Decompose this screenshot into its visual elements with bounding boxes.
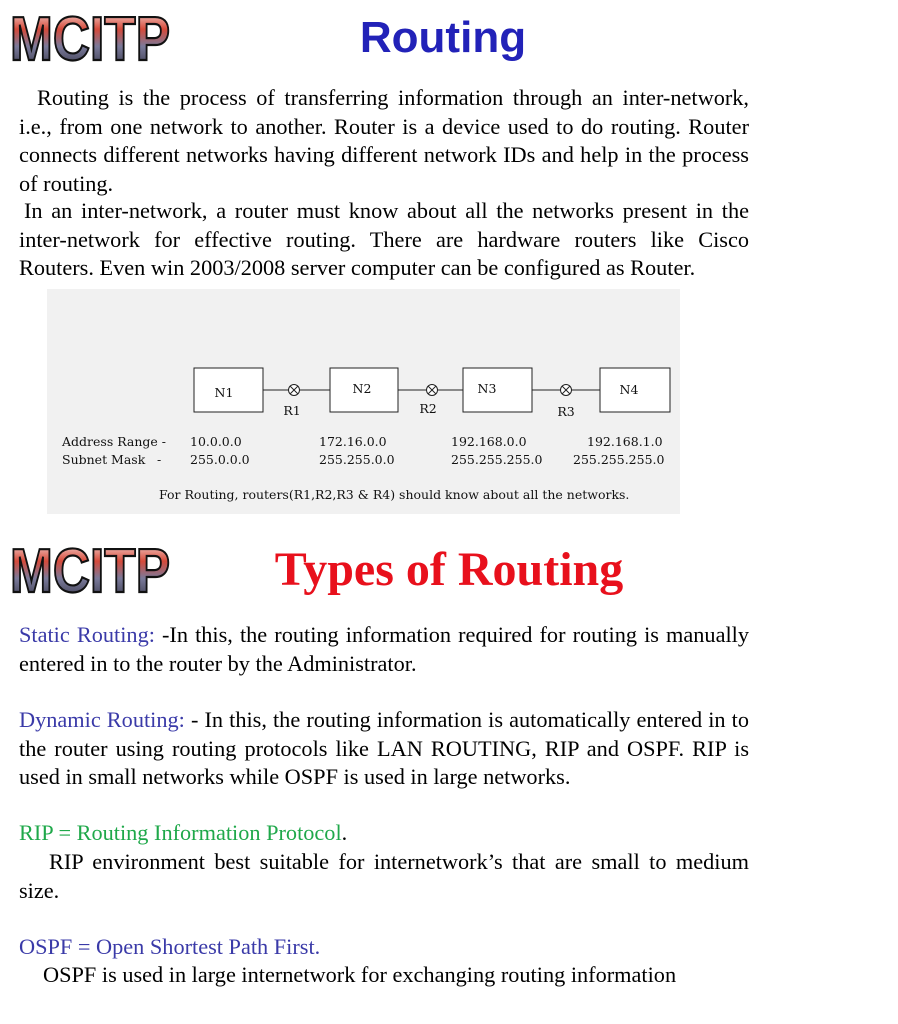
network-label-n1: N1 — [214, 385, 234, 400]
network-label-n3: N3 — [477, 381, 497, 396]
subnet-mask-label: Subnet Mask — [62, 452, 146, 467]
network-diagram — [47, 289, 680, 514]
network-box-n3 — [463, 368, 532, 412]
logo-text-2: MCITP — [10, 537, 170, 606]
network-label-n4: N4 — [619, 382, 639, 397]
subnet-mask-dash: - — [157, 452, 162, 467]
rip-term: RIP = Routing Information Protocol — [19, 820, 342, 845]
diagram-caption: For Routing, routers(R1,R2,R3 & R4) should know about all the networks. — [159, 487, 630, 502]
rip-period: . — [341, 820, 348, 845]
routing-paragraph-1: Routing is the process of transferring information through an inter-network, i.e., from one network to another. Router is a device used to do routing. Router connects different networks having different network IDs and help in the process of routing. — [19, 85, 749, 196]
rip-description: RIP environment best suitable for internetwork’s that are small to medium size. — [19, 849, 749, 903]
ospf-term: OSPF = Open Shortest Path First. — [19, 934, 321, 959]
mask-n3: 255.255.255.0 — [451, 452, 543, 467]
logo-text: MCITP — [10, 5, 170, 74]
mask-n4: 255.255.255.0 — [573, 452, 665, 467]
static-routing-term: Static Routing: — [19, 622, 155, 647]
routing-paragraph-2: In an inter-network, a router must know about all the networks present in the inter-network for effective routing. There are hardware routers like Cisco Routers. Even win 2003/2008 server computer can be configured as Router. — [19, 198, 749, 280]
address-n3: 192.168.0.0 — [451, 434, 527, 449]
address-n4: 192.168.1.0 — [587, 434, 663, 449]
router-label-r3: R3 — [557, 404, 575, 419]
router-icon-r2 — [427, 385, 438, 396]
ospf-term-line — [19, 933, 749, 962]
page-title-routing: Routing — [359, 13, 527, 62]
router-label-r2: R2 — [419, 401, 437, 416]
mask-n2: 255.255.0.0 — [319, 452, 395, 467]
static-routing-paragraph — [19, 621, 749, 678]
rip-term-line — [19, 819, 749, 848]
dynamic-routing-term: Dynamic Routing: — [19, 707, 185, 732]
ospf-description: OSPF is used in large internetwork for exchanging routing information — [43, 962, 677, 987]
router-icon-r3 — [561, 385, 572, 396]
address-n2: 172.16.0.0 — [319, 434, 387, 449]
page-title-types-of-routing: Types of Routing — [274, 543, 624, 596]
address-n1: 10.0.0.0 — [190, 434, 242, 449]
address-range-label: Address Range - — [62, 434, 167, 449]
mask-n1: 255.0.0.0 — [190, 452, 250, 467]
router-icon-r1 — [289, 385, 300, 396]
dynamic-routing-text: - In this, the routing information is automatically entered in to the router using routing protocols like LAN ROUTING, RIP and OSPF. RIP is used in small networks while OSPF is used in large networks. — [19, 707, 749, 789]
dynamic-routing-paragraph — [19, 706, 749, 792]
router-label-r1: R1 — [283, 403, 301, 418]
network-label-n2: N2 — [352, 381, 372, 396]
static-routing-text: -In this, the routing information required for routing is manually entered in to the router by the Administrator. — [19, 622, 749, 676]
